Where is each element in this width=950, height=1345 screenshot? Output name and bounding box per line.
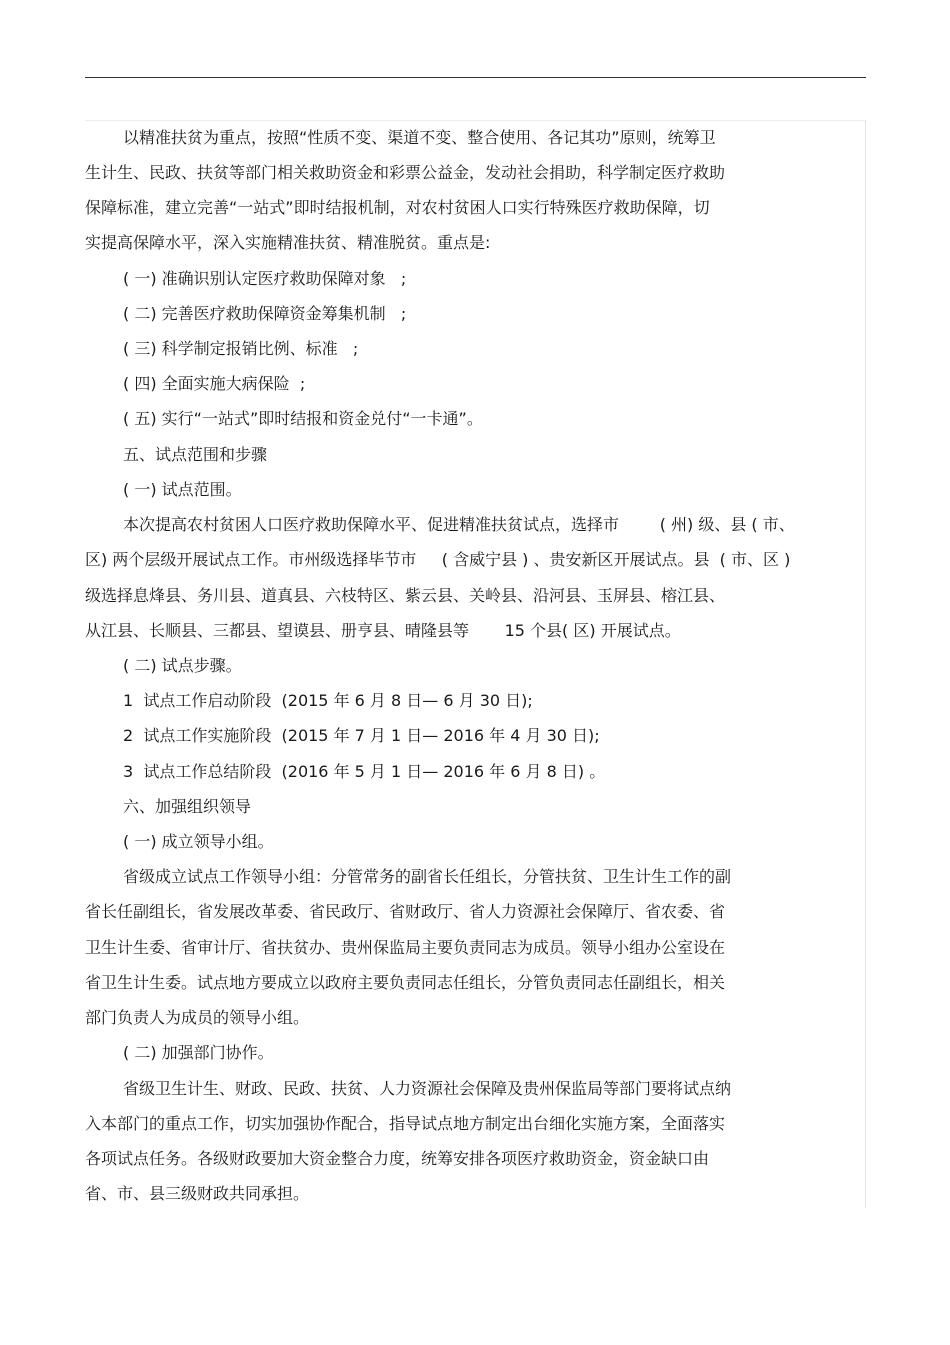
- list-item: ( 二) 完善医疗救助保障资金筹集机制 ;: [123, 304, 407, 323]
- list-item: 2 试点工作实施阶段 (2015 年 7 月 1 日— 2016 年 4 月 30 日);: [123, 726, 600, 745]
- paragraph-line: 省长任副组长，省发展改革委、省民政厅、省财政厅、省人力资源社会保障厅、省农委、省: [85, 902, 726, 921]
- subsection-heading: ( 二) 加强部门协作。: [123, 1043, 274, 1062]
- paragraph-line: 从江县、长顺县、三都县、望谟县、册亨县、晴隆县等 15 个县( 区) 开展试点。: [85, 621, 681, 640]
- list-item: ( 四) 全面实施大病保险 ;: [123, 374, 306, 393]
- header-rule: [85, 77, 866, 78]
- list-item: ( 三) 科学制定报销比例、标准 ;: [123, 339, 359, 358]
- paragraph-line: 区) 两个层级开展试点工作。市州级选择毕节市 ( 含威宁县 ) 、贵安新区开展试点。县 ( 市、区 ): [85, 550, 791, 569]
- paragraph-line: 省级卫生计生、财政、民政、扶贫、人力资源社会保障及贵州保监局等部门要将试点纳: [123, 1079, 732, 1098]
- paragraph-line: 各项试点任务。各级财政要加大资金整合力度，统筹安排各项医疗救助资金，资金缺口由: [85, 1149, 710, 1168]
- subsection-heading: ( 一) 成立领导小组。: [123, 832, 274, 851]
- paragraph-line: 以精准扶贫为重点，按照“性质不变、渠道不变、整合使用、各记其功”原则，统筹卫: [123, 128, 716, 147]
- paragraph-line: 入本部门的重点工作，切实加强协作配合，指导试点地方制定出台细化实施方案，全面落实: [85, 1114, 726, 1133]
- paragraph-line: 生计生、民政、扶贫等部门相关救助资金和彩票公益金，发动社会捐助，科学制定医疗救助: [85, 163, 726, 182]
- paragraph-line: 省级成立试点工作领导小组：分管常务的副省长任组长，分管扶贫、卫生计生工作的副: [123, 867, 732, 886]
- subsection-heading: ( 二) 试点步骤。: [123, 656, 242, 675]
- section-heading: 六、加强组织领导: [123, 797, 252, 816]
- list-item: 1 试点工作启动阶段 (2015 年 6 月 8 日— 6 月 30 日);: [123, 691, 533, 710]
- paragraph-line: 部门负责人为成员的领导小组。: [85, 1008, 310, 1027]
- subsection-heading: ( 一) 试点范围。: [123, 480, 242, 499]
- list-item: 3 试点工作总结阶段 (2016 年 5 月 1 日— 2016 年 6 月 8 日) 。: [123, 762, 606, 781]
- section-heading: 五、试点范围和步骤: [123, 445, 268, 464]
- paragraph-line: 保障标准，建立完善“一站式”即时结报机制，对农村贫困人口实行特殊医疗救助保障，切: [85, 198, 710, 217]
- paragraph-line: 级选择息烽县、务川县、道真县、六枝特区、紫云县、关岭县、沿河县、玉屏县、榕江县、: [85, 586, 726, 605]
- paragraph-line: 卫生计生委、省审计厅、省扶贫办、贵州保监局主要负责同志为成员。领导小组办公室设在: [85, 938, 726, 957]
- paragraph-line: 省、市、县三级财政共同承担。: [85, 1184, 310, 1203]
- list-item: ( 五) 实行“一站式”即时结报和资金兑付“一卡通”。: [123, 409, 483, 428]
- paragraph-line: 实提高保障水平，深入实施精准扶贫、精准脱贫。重点是:: [85, 233, 491, 252]
- paragraph-line: 省卫生计生委。试点地方要成立以政府主要负责同志任组长，分管负责同志任副组长，相关: [85, 973, 726, 992]
- list-item: ( 一) 准确识别认定医疗救助保障对象 ;: [123, 269, 407, 288]
- paragraph-line: 本次提高农村贫困人口医疗救助保障水平、促进精准扶贫试点，选择市 ( 州) 级、县 ( 市、: [123, 515, 795, 534]
